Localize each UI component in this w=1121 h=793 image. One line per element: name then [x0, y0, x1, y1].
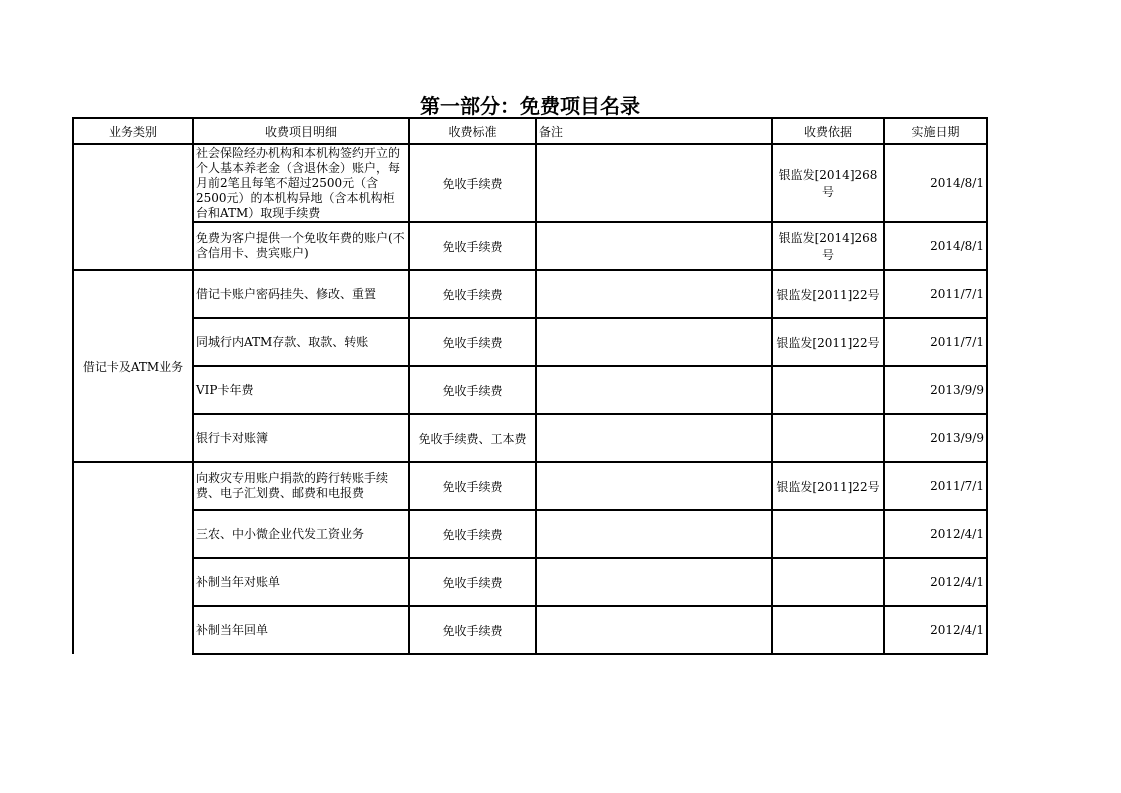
- page-title: 第一部分：免费项目名录: [420, 94, 640, 118]
- date-cell: 2014/8/1: [884, 222, 987, 270]
- date-cell: 2011/7/1: [884, 318, 987, 366]
- standard-cell: 免收手续费: [409, 510, 536, 558]
- table-header-row: [73, 118, 987, 144]
- detail-cell: 三农、中小微企业代发工资业务: [193, 510, 409, 558]
- header-date: 实施日期: [884, 118, 987, 144]
- category-cell: [73, 462, 193, 654]
- detail-cell: VIP卡年费: [193, 366, 409, 414]
- basis-cell: 银监发[2014]268号: [772, 144, 884, 222]
- detail-cell: 借记卡账户密码挂失、修改、重置: [193, 270, 409, 318]
- header-notes: 备注: [536, 118, 772, 144]
- basis-cell: 银监发[2014]268号: [772, 222, 884, 270]
- table-row: [73, 270, 987, 318]
- header-basis: 收费依据: [772, 118, 884, 144]
- standard-cell: 免收手续费: [409, 462, 536, 510]
- notes-cell: [536, 606, 772, 654]
- table-row: [73, 144, 987, 222]
- notes-cell: [536, 222, 772, 270]
- table-row: [73, 606, 987, 654]
- standard-cell: 免收手续费: [409, 366, 536, 414]
- date-cell: 2012/4/1: [884, 606, 987, 654]
- standard-cell: 免收手续费: [409, 270, 536, 318]
- header-standard: 收费标准: [409, 118, 536, 144]
- notes-cell: [536, 414, 772, 462]
- standard-cell: 免收手续费: [409, 606, 536, 654]
- basis-cell: [772, 510, 884, 558]
- standard-cell: 免收手续费、工本费: [409, 414, 536, 462]
- date-cell: 2013/9/9: [884, 366, 987, 414]
- table-row: [73, 558, 987, 606]
- detail-cell: 向救灾专用账户捐款的跨行转账手续费、电子汇划费、邮费和电报费: [193, 462, 409, 510]
- date-cell: 2012/4/1: [884, 510, 987, 558]
- detail-cell: 银行卡对账簿: [193, 414, 409, 462]
- detail-cell: 免费为客户提供一个免收年费的账户(不含信用卡、贵宾账户): [193, 222, 409, 270]
- header-detail: 收费项目明细: [193, 118, 409, 144]
- basis-cell: 银监发[2011]22号: [772, 462, 884, 510]
- detail-cell: 同城行内ATM存款、取款、转账: [193, 318, 409, 366]
- free-items-table: [72, 117, 988, 655]
- notes-cell: [536, 270, 772, 318]
- table-row: [73, 366, 987, 414]
- standard-cell: 免收手续费: [409, 222, 536, 270]
- standard-cell: 免收手续费: [409, 318, 536, 366]
- notes-cell: [536, 366, 772, 414]
- category-cell: 借记卡及ATM业务: [73, 270, 193, 462]
- detail-cell: 补制当年对账单: [193, 558, 409, 606]
- basis-cell: [772, 366, 884, 414]
- table-row: [73, 222, 987, 270]
- notes-cell: [536, 510, 772, 558]
- date-cell: 2013/9/9: [884, 414, 987, 462]
- date-cell: 2011/7/1: [884, 462, 987, 510]
- date-cell: 2011/7/1: [884, 270, 987, 318]
- table-row: [73, 510, 987, 558]
- date-cell: 2014/8/1: [884, 144, 987, 222]
- notes-cell: [536, 318, 772, 366]
- standard-cell: 免收手续费: [409, 558, 536, 606]
- detail-cell: 社会保险经办机构和本机构签约开立的个人基本养老金（含退休金）账户，每月前2笔且每笔不超过2500元（含2500元）的本机构异地（含本机构柜台和ATM）取现手续费: [193, 144, 409, 222]
- table-row: [73, 462, 987, 510]
- category-cell: [73, 144, 193, 270]
- basis-cell: [772, 414, 884, 462]
- notes-cell: [536, 558, 772, 606]
- basis-cell: 银监发[2011]22号: [772, 270, 884, 318]
- notes-cell: [536, 462, 772, 510]
- header-category: 业务类别: [73, 118, 193, 144]
- date-cell: 2012/4/1: [884, 558, 987, 606]
- table-row: [73, 318, 987, 366]
- standard-cell: 免收手续费: [409, 144, 536, 222]
- basis-cell: [772, 606, 884, 654]
- basis-cell: [772, 558, 884, 606]
- notes-cell: [536, 144, 772, 222]
- basis-cell: 银监发[2011]22号: [772, 318, 884, 366]
- table-row: [73, 414, 987, 462]
- detail-cell: 补制当年回单: [193, 606, 409, 654]
